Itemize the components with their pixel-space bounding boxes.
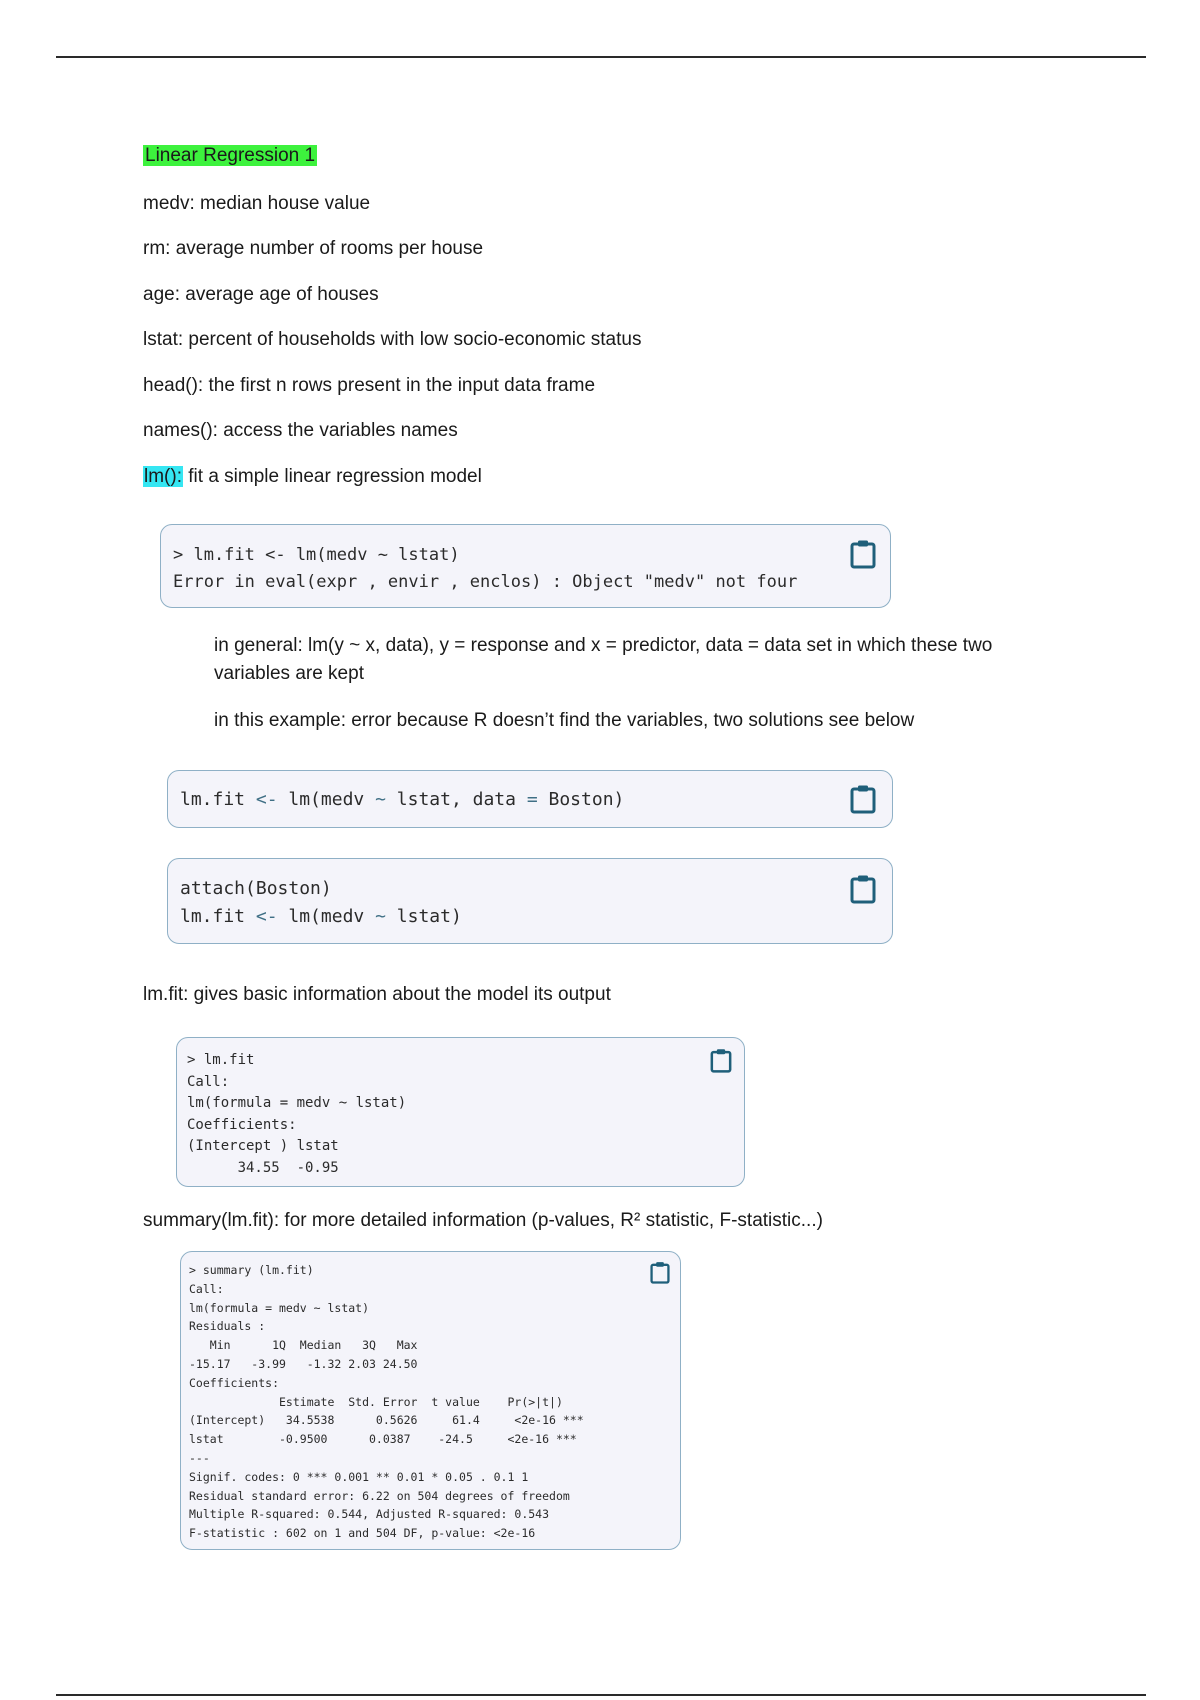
page-bottom-rule	[56, 1694, 1146, 1696]
note-example: in this example: error because R doesn’t find the variables, two solutions see below	[214, 710, 915, 731]
clipboard-icon[interactable]	[650, 1261, 670, 1284]
code-line: (Intercept ) lstat	[187, 1138, 339, 1154]
code-line: > lm.fit <- lm(medv ~ lstat)	[173, 545, 460, 565]
definition-rm: rm: average number of rooms per house	[143, 238, 484, 259]
lmfit-description: lm.fit: gives basic information about the model its output	[143, 984, 611, 1005]
clipboard-icon[interactable]	[710, 1048, 732, 1073]
clipboard-icon[interactable]	[850, 539, 876, 569]
code-block-error	[160, 524, 891, 608]
code-block-attach-text	[180, 875, 462, 931]
code-block-error-text	[173, 542, 797, 596]
code-line: Signif. codes: 0 *** 0.001 ** 0.01 * 0.05 . 0.1 1	[189, 1469, 529, 1484]
code-line: Coefficients:	[187, 1116, 297, 1133]
code-line: Error in eval(expr , envir , enclos) : Object "medv" not four	[173, 572, 798, 592]
code-line: lm(formula = medv ~ lstat)	[189, 1300, 370, 1315]
code-block-data-arg	[167, 770, 893, 828]
code-line: > lm.fit	[187, 1052, 255, 1068]
code-line: Estimate Std. Error t value Pr(>|t|)	[189, 1394, 563, 1409]
code-line: Call:	[189, 1281, 224, 1296]
definition-medv: medv: median house value	[143, 193, 371, 214]
code-line: Coefficients:	[189, 1375, 280, 1390]
code-line: Call:	[187, 1073, 230, 1090]
note-general: in general: lm(y ~ x, data), y = response and x = predictor, data = data set in which these two variables are kept	[214, 635, 993, 684]
code-line: 34.55 -0.95	[187, 1159, 339, 1176]
code-line: lstat -0.9500 0.0387 -24.5 <2e-16 ***	[189, 1432, 577, 1447]
code-block-data-arg-text	[180, 786, 624, 813]
code-line: Min 1Q Median 3Q Max	[189, 1338, 418, 1353]
code-block-summary-output	[180, 1251, 681, 1550]
code-token: ~	[375, 906, 386, 927]
code-token: =	[526, 789, 538, 810]
lm-term-description: fit a simple linear regression model	[182, 466, 482, 487]
section-title-highlight: Linear Regression 1	[145, 145, 316, 166]
code-token: <-	[255, 789, 278, 810]
code-token: lstat, data	[385, 789, 527, 810]
code-line: > summary (lm.fit)	[189, 1263, 314, 1277]
code-token: lm(medv	[277, 906, 376, 927]
definition-lstat: lstat: percent of households with low socio-economic status	[143, 329, 642, 350]
code-line: Residual standard error: 6.22 on 504 degrees of freedom	[189, 1488, 570, 1503]
code-line: Multiple R-squared: 0.544, Adjusted R-squared: 0.543	[189, 1507, 550, 1522]
lm-term-highlight: lm():	[144, 466, 182, 487]
code-line: -15.17 -3.99 -1.32 2.03 24.50	[189, 1356, 418, 1371]
code-block-attach	[167, 858, 893, 944]
code-line: (Intercept) 34.5538 0.5626 61.4 <2e-16 ***	[189, 1413, 584, 1428]
code-token: ~	[375, 789, 386, 810]
summary-description: summary(lm.fit): for more detailed information (p-values, R² statistic, F-statistic...)	[143, 1210, 823, 1231]
code-token: lm.fit	[180, 789, 256, 810]
code-token: lm(medv	[277, 789, 376, 810]
code-line: attach(Boston)	[180, 878, 332, 899]
code-block-summary-output-text	[189, 1261, 584, 1543]
code-token: Boston)	[537, 789, 625, 810]
code-block-lmfit-output	[176, 1037, 745, 1187]
definition-names: names(): access the variables names	[143, 420, 458, 441]
clipboard-icon[interactable]	[850, 784, 876, 814]
definition-age: age: average age of houses	[143, 284, 379, 305]
code-line: ---	[189, 1450, 210, 1465]
code-line: F-statistic : 602 on 1 and 504 DF, p-value: <2e-16	[189, 1526, 536, 1541]
definition-lm	[143, 465, 482, 489]
clipboard-icon[interactable]	[850, 874, 876, 904]
code-line: Residuals :	[189, 1319, 266, 1334]
section-title	[143, 144, 317, 168]
code-line: lm(formula = medv ~ lstat)	[187, 1095, 407, 1111]
definition-head: head(): the first n rows present in the input data frame	[143, 375, 596, 396]
page-top-rule	[56, 56, 1146, 58]
code-token: lstat)	[385, 906, 462, 927]
code-block-lmfit-output-text	[187, 1050, 406, 1179]
code-token: lm.fit	[180, 906, 256, 927]
code-token: <-	[255, 906, 278, 927]
